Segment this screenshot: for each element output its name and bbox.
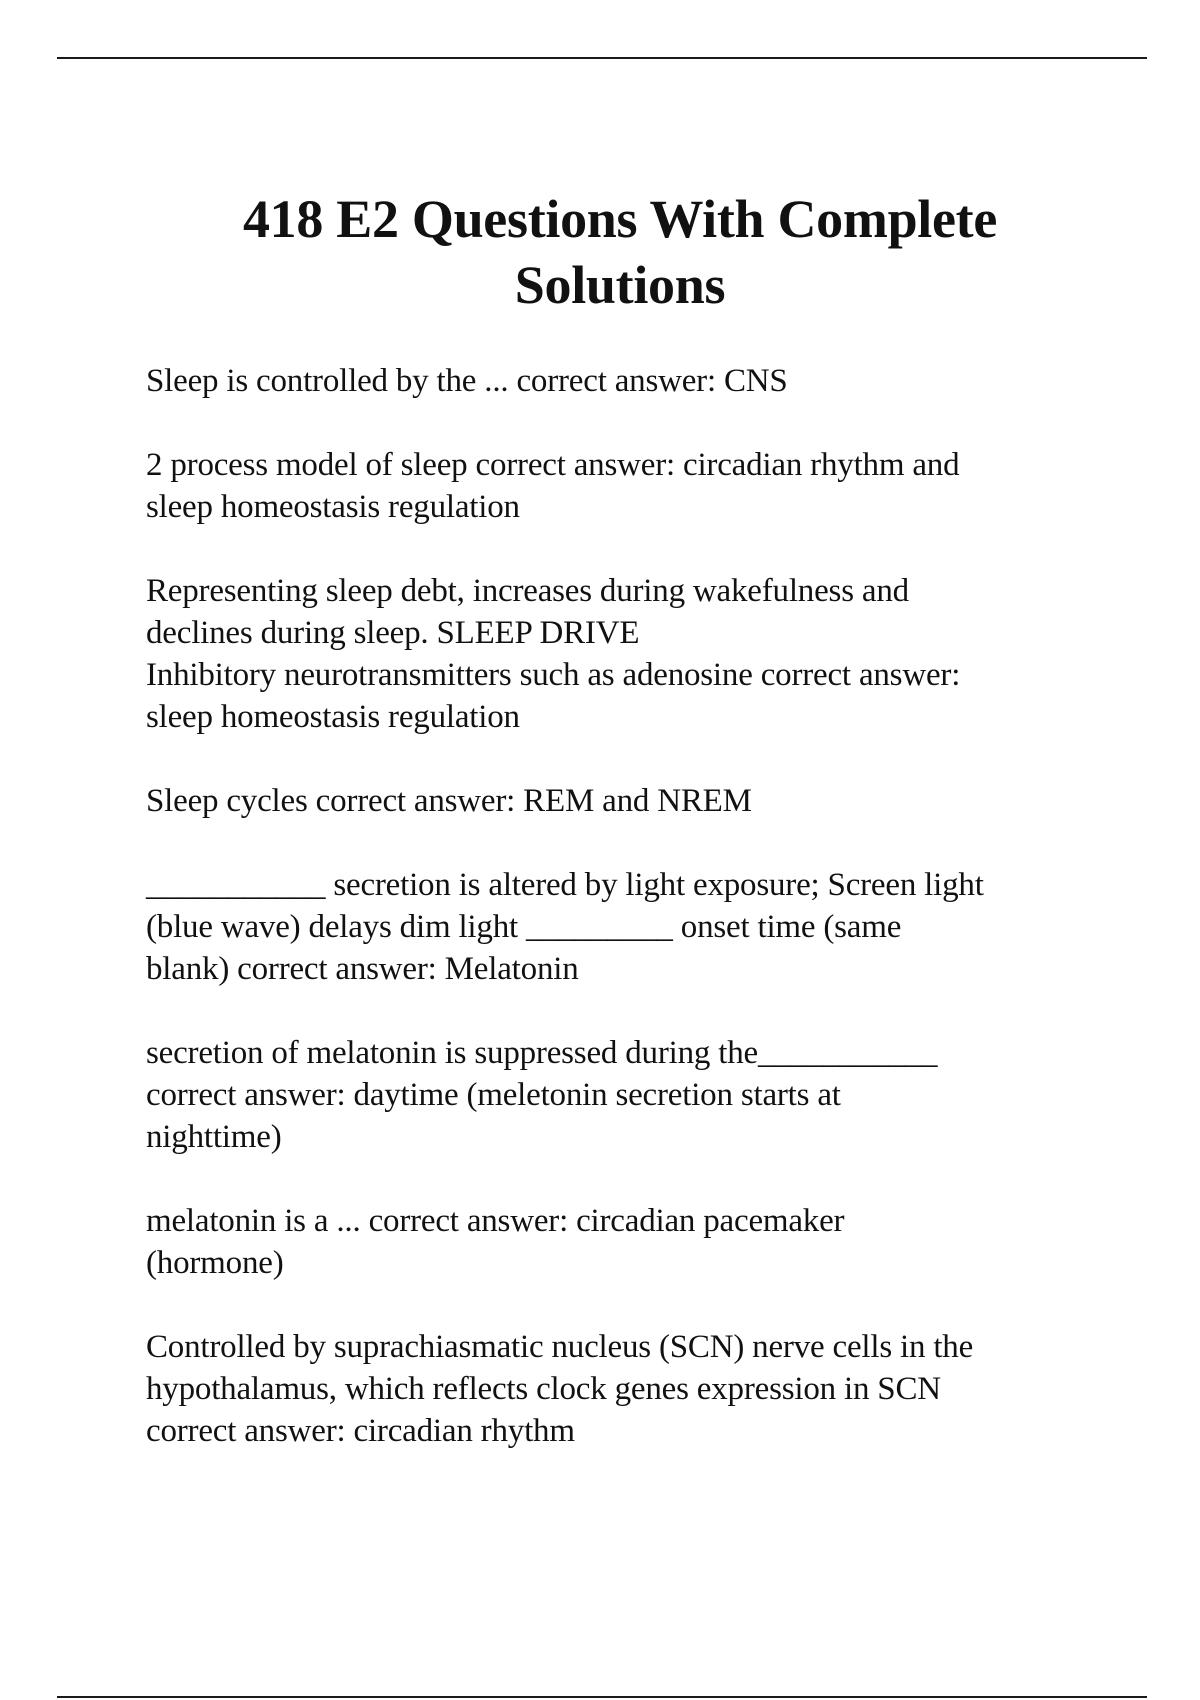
qa-line: secretion of melatonin is suppressed during the___________ xyxy=(146,1035,938,1071)
qa-line: sleep homeostasis regulation xyxy=(146,699,520,735)
qa-entry xyxy=(146,780,1146,822)
qa-entry xyxy=(146,1032,1146,1158)
title-line: Solutions xyxy=(514,255,726,315)
qa-line: correct answer: daytime (meletonin secretion starts at xyxy=(146,1077,841,1113)
title-line: 418 E2 Questions With Complete xyxy=(242,189,998,249)
document-title xyxy=(0,186,1200,318)
footer-rule xyxy=(57,1696,1147,1698)
qa-entry xyxy=(146,1326,1146,1452)
qa-line: Sleep is controlled by the ... correct answer: CNS xyxy=(146,363,788,399)
qa-line: blank) correct answer: Melatonin xyxy=(146,951,579,987)
qa-line: declines during sleep. SLEEP DRIVE xyxy=(146,615,640,651)
qa-entry xyxy=(146,1200,1146,1284)
qa-line: Controlled by suprachiasmatic nucleus (SCN) nerve cells in the xyxy=(146,1329,974,1365)
qa-line: Sleep cycles correct answer: REM and NREM xyxy=(146,783,752,819)
qa-line: ___________ secretion is altered by light exposure; Screen light xyxy=(146,867,984,903)
qa-line: correct answer: circadian rhythm xyxy=(146,1413,575,1449)
qa-line: hypothalamus, which reflects clock genes expression in SCN xyxy=(146,1371,941,1407)
qa-line: nighttime) xyxy=(146,1119,282,1155)
qa-entry xyxy=(146,444,1146,528)
qa-line: Inhibitory neurotransmitters such as adenosine correct answer: xyxy=(146,657,961,693)
qa-line: Representing sleep debt, increases during wakefulness and xyxy=(146,573,909,609)
qa-line: 2 process model of sleep correct answer: circadian rhythm and xyxy=(146,447,960,483)
header-rule xyxy=(57,57,1147,59)
qa-line: (blue wave) delays dim light _________ onset time (same xyxy=(146,909,902,945)
qa-line: (hormone) xyxy=(146,1245,284,1281)
qa-entry xyxy=(146,360,1146,402)
qa-line: sleep homeostasis regulation xyxy=(146,489,520,525)
qa-line: melatonin is a ... correct answer: circadian pacemaker xyxy=(146,1203,845,1239)
qa-entry xyxy=(146,570,1146,738)
qa-entry xyxy=(146,864,1146,990)
